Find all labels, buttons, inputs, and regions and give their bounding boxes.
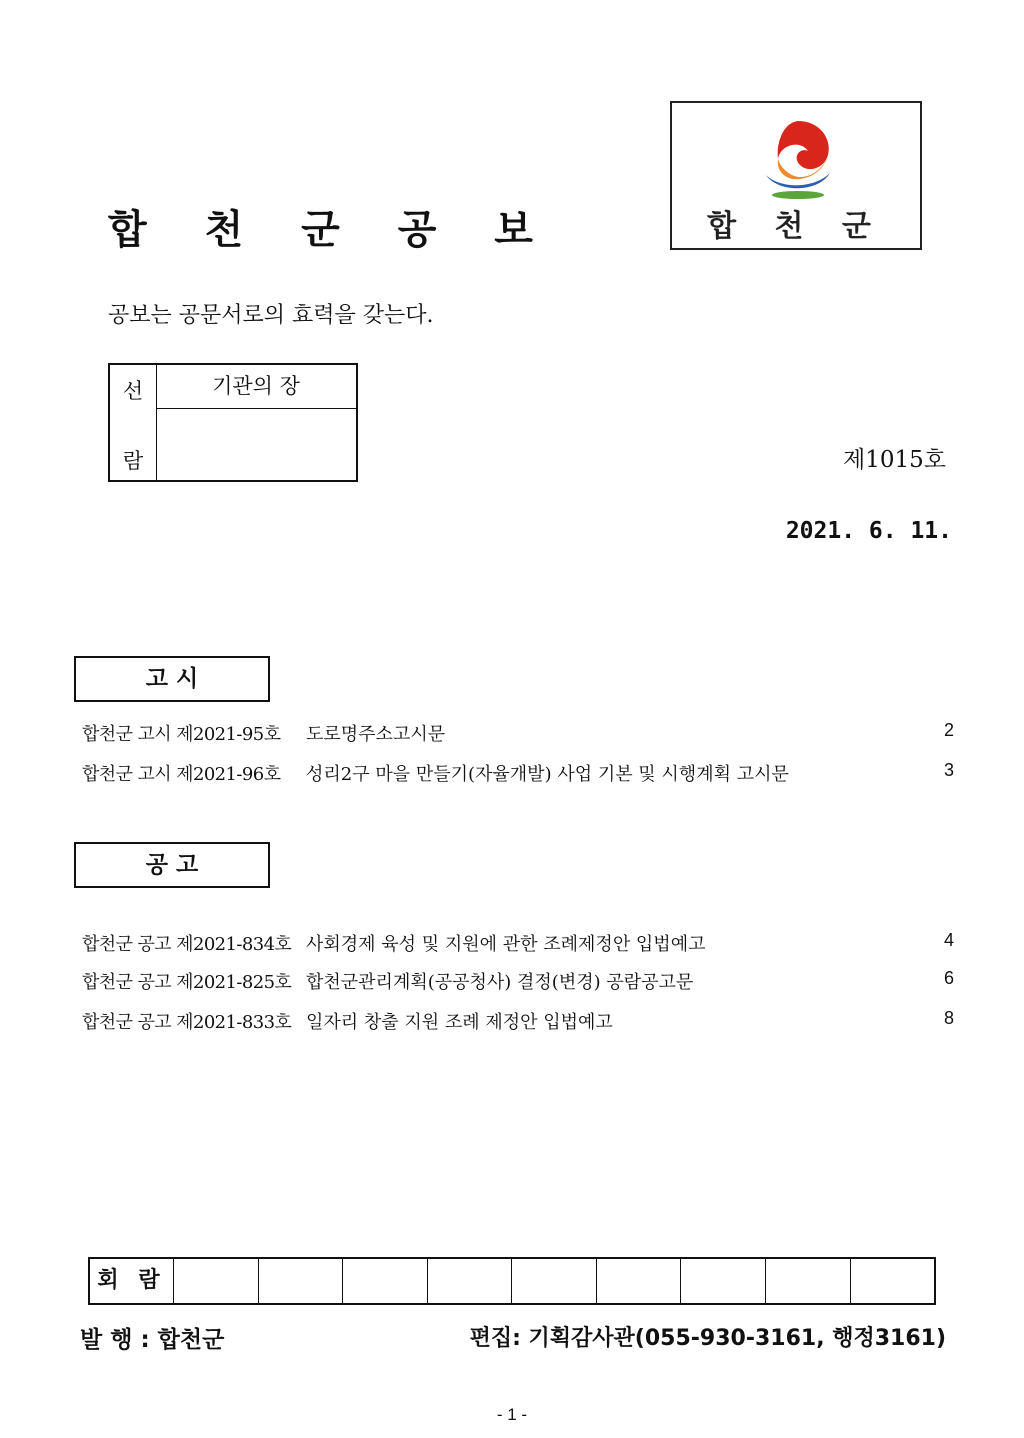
toc-number: 합천군 공고 제2021-833호 [82, 1012, 292, 1033]
circulation-cell [851, 1259, 935, 1303]
circulation-cell [428, 1259, 513, 1303]
review-table [108, 363, 358, 482]
circulation-cell [343, 1259, 428, 1303]
toc-row[interactable] [82, 760, 954, 784]
toc-number: 합천군 고시 제2021-96호 [82, 764, 281, 785]
circulation-cell [766, 1259, 851, 1303]
circulation-cell [259, 1259, 344, 1303]
toc-page: 3 [943, 760, 954, 780]
toc-row[interactable] [82, 968, 954, 992]
toc-number: 합천군 공고 제2021-834호 [82, 934, 292, 955]
review-label-bottom: 람 [122, 449, 144, 473]
toc-title: 성리2구 마을 만들기(자율개발) 사업 기본 및 시행계획 고시문 [306, 764, 789, 785]
emblem-red-swirl [778, 121, 829, 169]
emblem-blue-band [766, 173, 830, 188]
toc-row[interactable] [82, 720, 954, 744]
issue-date: 2021. 6. 11. [785, 518, 952, 544]
review-header: 기관의 장 [156, 365, 356, 409]
toc-title: 합천군관리계획(공공청사) 결정(변경) 공람공고문 [306, 972, 694, 993]
toc-number: 합천군 고시 제2021-95호 [82, 724, 281, 745]
review-label-top: 선 [122, 379, 144, 403]
editor-contact: 편집: 기획감사관(055-930-3161, 행정3161) [469, 1326, 946, 1351]
toc-number: 합천군 공고 제2021-825호 [82, 972, 292, 993]
circulation-cell [512, 1259, 597, 1303]
toc-title: 일자리 창출 지원 조례 제정안 입법예고 [306, 1012, 613, 1033]
toc-page: 2 [943, 720, 954, 740]
section-header-gosi: 고 시 [74, 656, 270, 702]
circulation-table [88, 1257, 936, 1305]
county-logo [670, 101, 922, 250]
toc-row[interactable] [82, 930, 954, 954]
section-header-gonggo: 공 고 [74, 842, 270, 888]
issue-number: 제1015호 [843, 447, 946, 473]
page-number: - 1 - [496, 1405, 528, 1424]
toc-title: 도로명주소고시문 [306, 724, 446, 745]
logo-text: 합 천 군 [707, 209, 885, 244]
subtitle: 공보는 공문서로의 효력을 갖는다. [108, 303, 434, 328]
review-label-column [110, 365, 157, 480]
circulation-cell [174, 1259, 259, 1303]
publisher: 발 행 : 합천군 [80, 1327, 225, 1353]
toc-page: 6 [943, 968, 954, 988]
circulation-cell [681, 1259, 766, 1303]
emblem-green-base [772, 191, 824, 199]
toc-title: 사회경제 육성 및 지원에 관한 조례제정안 입법예고 [306, 934, 706, 955]
circulation-cell [597, 1259, 682, 1303]
toc-page: 4 [943, 930, 954, 950]
circulation-label: 회 람 [90, 1259, 174, 1303]
page-title: 합 천 군 공 보 [108, 207, 555, 253]
county-emblem-icon [756, 115, 840, 201]
toc-page: 8 [943, 1008, 954, 1028]
toc-row[interactable] [82, 1008, 954, 1032]
